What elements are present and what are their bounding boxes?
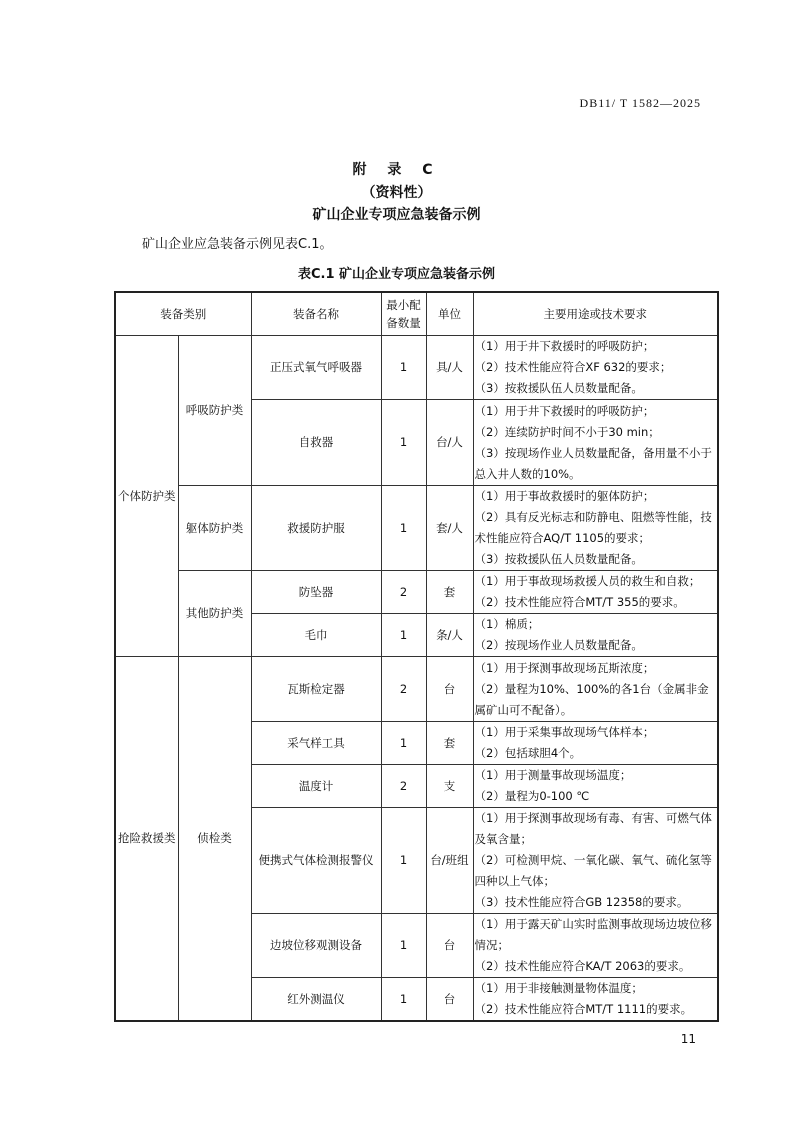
requirement-line: （1）用于采集事故现场气体样本； bbox=[474, 725, 655, 739]
min-quantity: 1 bbox=[381, 614, 426, 657]
unit: 具/人 bbox=[426, 336, 473, 400]
table-row bbox=[115, 571, 718, 614]
header-requirements: 主要用途或技术要求 bbox=[473, 292, 718, 336]
requirement-line: （1）用于井下救援时的呼吸防护； bbox=[474, 339, 655, 353]
requirements bbox=[473, 336, 718, 400]
requirement-line: （1）用于井下救援时的呼吸防护； bbox=[474, 403, 655, 418]
requirement-line: （1）棉质； bbox=[474, 617, 540, 631]
equipment-name: 瓦斯检定器 bbox=[251, 657, 381, 722]
requirement-line: （3）按现场作业人员数量配备，备用量不小于总入井人数的10%。 bbox=[474, 445, 712, 481]
unit: 台 bbox=[426, 914, 473, 978]
requirement-line: （2）技术性能应符合MT/T 355的要求。 bbox=[474, 595, 685, 609]
requirement-line: （3）技术性能应符合GB 12358的要求。 bbox=[474, 895, 689, 909]
equipment-name: 温度计 bbox=[251, 765, 381, 808]
requirements bbox=[473, 765, 718, 808]
unit: 套/人 bbox=[426, 486, 473, 571]
equipment-table bbox=[114, 291, 719, 1022]
equipment-name: 便携式气体检测报警仪 bbox=[251, 808, 381, 914]
requirement-line: （1）用于露天矿山实时监测事故现场边坡位移情况； bbox=[474, 917, 712, 952]
requirements bbox=[473, 657, 718, 722]
requirement-line: （1）用于事故救援时的躯体防护； bbox=[474, 489, 655, 503]
category-level2: 呼吸防护类 bbox=[178, 336, 251, 486]
min-quantity: 1 bbox=[381, 486, 426, 571]
min-quantity: 1 bbox=[381, 808, 426, 914]
category-level1: 个体防护类 bbox=[115, 336, 178, 657]
requirement-line: （3）按救援队伍人员数量配备。 bbox=[474, 552, 643, 566]
requirements bbox=[473, 486, 718, 571]
standard-number: DB11/ T 1582—2025 bbox=[579, 96, 701, 110]
equipment-name: 边坡位移观测设备 bbox=[251, 914, 381, 978]
requirement-line: （1）用于非接触测量物体温度； bbox=[474, 981, 643, 995]
category-level2: 侦检类 bbox=[178, 657, 251, 1022]
requirement-line: （2）连续防护时间不小于30 min； bbox=[474, 424, 660, 439]
category-level1: 抢险救援类 bbox=[115, 657, 178, 1022]
table-header-row bbox=[115, 292, 718, 336]
unit: 台 bbox=[426, 978, 473, 1022]
min-quantity: 1 bbox=[381, 978, 426, 1022]
appendix-label: 附 录 C bbox=[352, 162, 441, 178]
table-caption: 表C.1 矿山企业专项应急装备示例 bbox=[297, 267, 496, 282]
appendix-nature: （资料性） bbox=[361, 185, 432, 201]
unit: 套 bbox=[426, 571, 473, 614]
unit: 套 bbox=[426, 722, 473, 765]
header-name: 装备名称 bbox=[251, 292, 381, 336]
header-unit: 单位 bbox=[426, 292, 473, 336]
intro-text: 矿山企业应急装备示例见表C.1。 bbox=[142, 237, 333, 252]
unit: 支 bbox=[426, 765, 473, 808]
requirements bbox=[473, 400, 718, 486]
requirement-line: （2）技术性能应符合XF 632的要求； bbox=[474, 360, 672, 374]
requirements bbox=[473, 978, 718, 1022]
equipment-name: 防坠器 bbox=[251, 571, 381, 614]
page-number: 11 bbox=[680, 1032, 696, 1046]
min-quantity: 2 bbox=[381, 571, 426, 614]
requirements bbox=[473, 808, 718, 914]
requirements bbox=[473, 571, 718, 614]
category-level2: 躯体防护类 bbox=[178, 486, 251, 571]
requirement-line: （2）量程为10%、100%的各1台（金属非金属矿山可不配备）。 bbox=[474, 681, 709, 717]
requirements bbox=[473, 914, 718, 978]
table-row bbox=[115, 657, 718, 722]
category-level2: 其他防护类 bbox=[178, 571, 251, 657]
min-quantity: 1 bbox=[381, 722, 426, 765]
requirement-line: （1）用于探测事故现场瓦斯浓度； bbox=[474, 660, 655, 675]
header-qty: 最小配备数量 bbox=[381, 292, 426, 336]
equipment-name: 救援防护服 bbox=[251, 486, 381, 571]
unit: 台 bbox=[426, 657, 473, 722]
equipment-name: 采气样工具 bbox=[251, 722, 381, 765]
equipment-name: 自救器 bbox=[251, 400, 381, 486]
requirement-line: （2）量程为0-100 ℃ bbox=[474, 789, 590, 803]
requirement-line: （2）技术性能应符合KA/T 2063的要求。 bbox=[474, 959, 691, 973]
equipment-name: 红外测温仪 bbox=[251, 978, 381, 1022]
requirement-line: （2）技术性能应符合MT/T 1111的要求。 bbox=[474, 1002, 693, 1016]
table-row bbox=[115, 336, 718, 400]
requirement-line: （2）按现场作业人员数量配备。 bbox=[474, 638, 643, 652]
requirement-line: （1）用于测量事故现场温度； bbox=[474, 768, 632, 782]
equipment-name: 正压式氧气呼吸器 bbox=[251, 336, 381, 400]
requirements bbox=[473, 614, 718, 657]
requirement-line: （2）可检测甲烷、一氧化碳、氧气、硫化氢等四种以上气体； bbox=[474, 853, 712, 888]
unit: 台/人 bbox=[426, 400, 473, 486]
requirement-line: （3）按救援队伍人员数量配备。 bbox=[474, 381, 643, 395]
appendix-title: 矿山企业专项应急装备示例 bbox=[312, 207, 481, 223]
requirement-line: （1）用于探测事故现场有毒、有害、可燃气体及氧含量； bbox=[474, 811, 712, 846]
unit: 条/人 bbox=[426, 614, 473, 657]
requirement-line: （2）包括球胆4个。 bbox=[474, 746, 582, 760]
unit: 台/班组 bbox=[426, 808, 473, 914]
min-quantity: 2 bbox=[381, 765, 426, 808]
min-quantity: 2 bbox=[381, 657, 426, 722]
table-row bbox=[115, 486, 718, 571]
min-quantity: 1 bbox=[381, 400, 426, 486]
min-quantity: 1 bbox=[381, 336, 426, 400]
equipment-name: 毛巾 bbox=[251, 614, 381, 657]
min-quantity: 1 bbox=[381, 914, 426, 978]
requirement-line: （1）用于事故现场救援人员的救生和自救； bbox=[474, 574, 701, 588]
requirements bbox=[473, 722, 718, 765]
requirement-line: （2）具有反光标志和防静电、阻燃等性能，技术性能应符合AQ/T 1105的要求； bbox=[474, 510, 712, 545]
header-category: 装备类别 bbox=[115, 292, 251, 336]
